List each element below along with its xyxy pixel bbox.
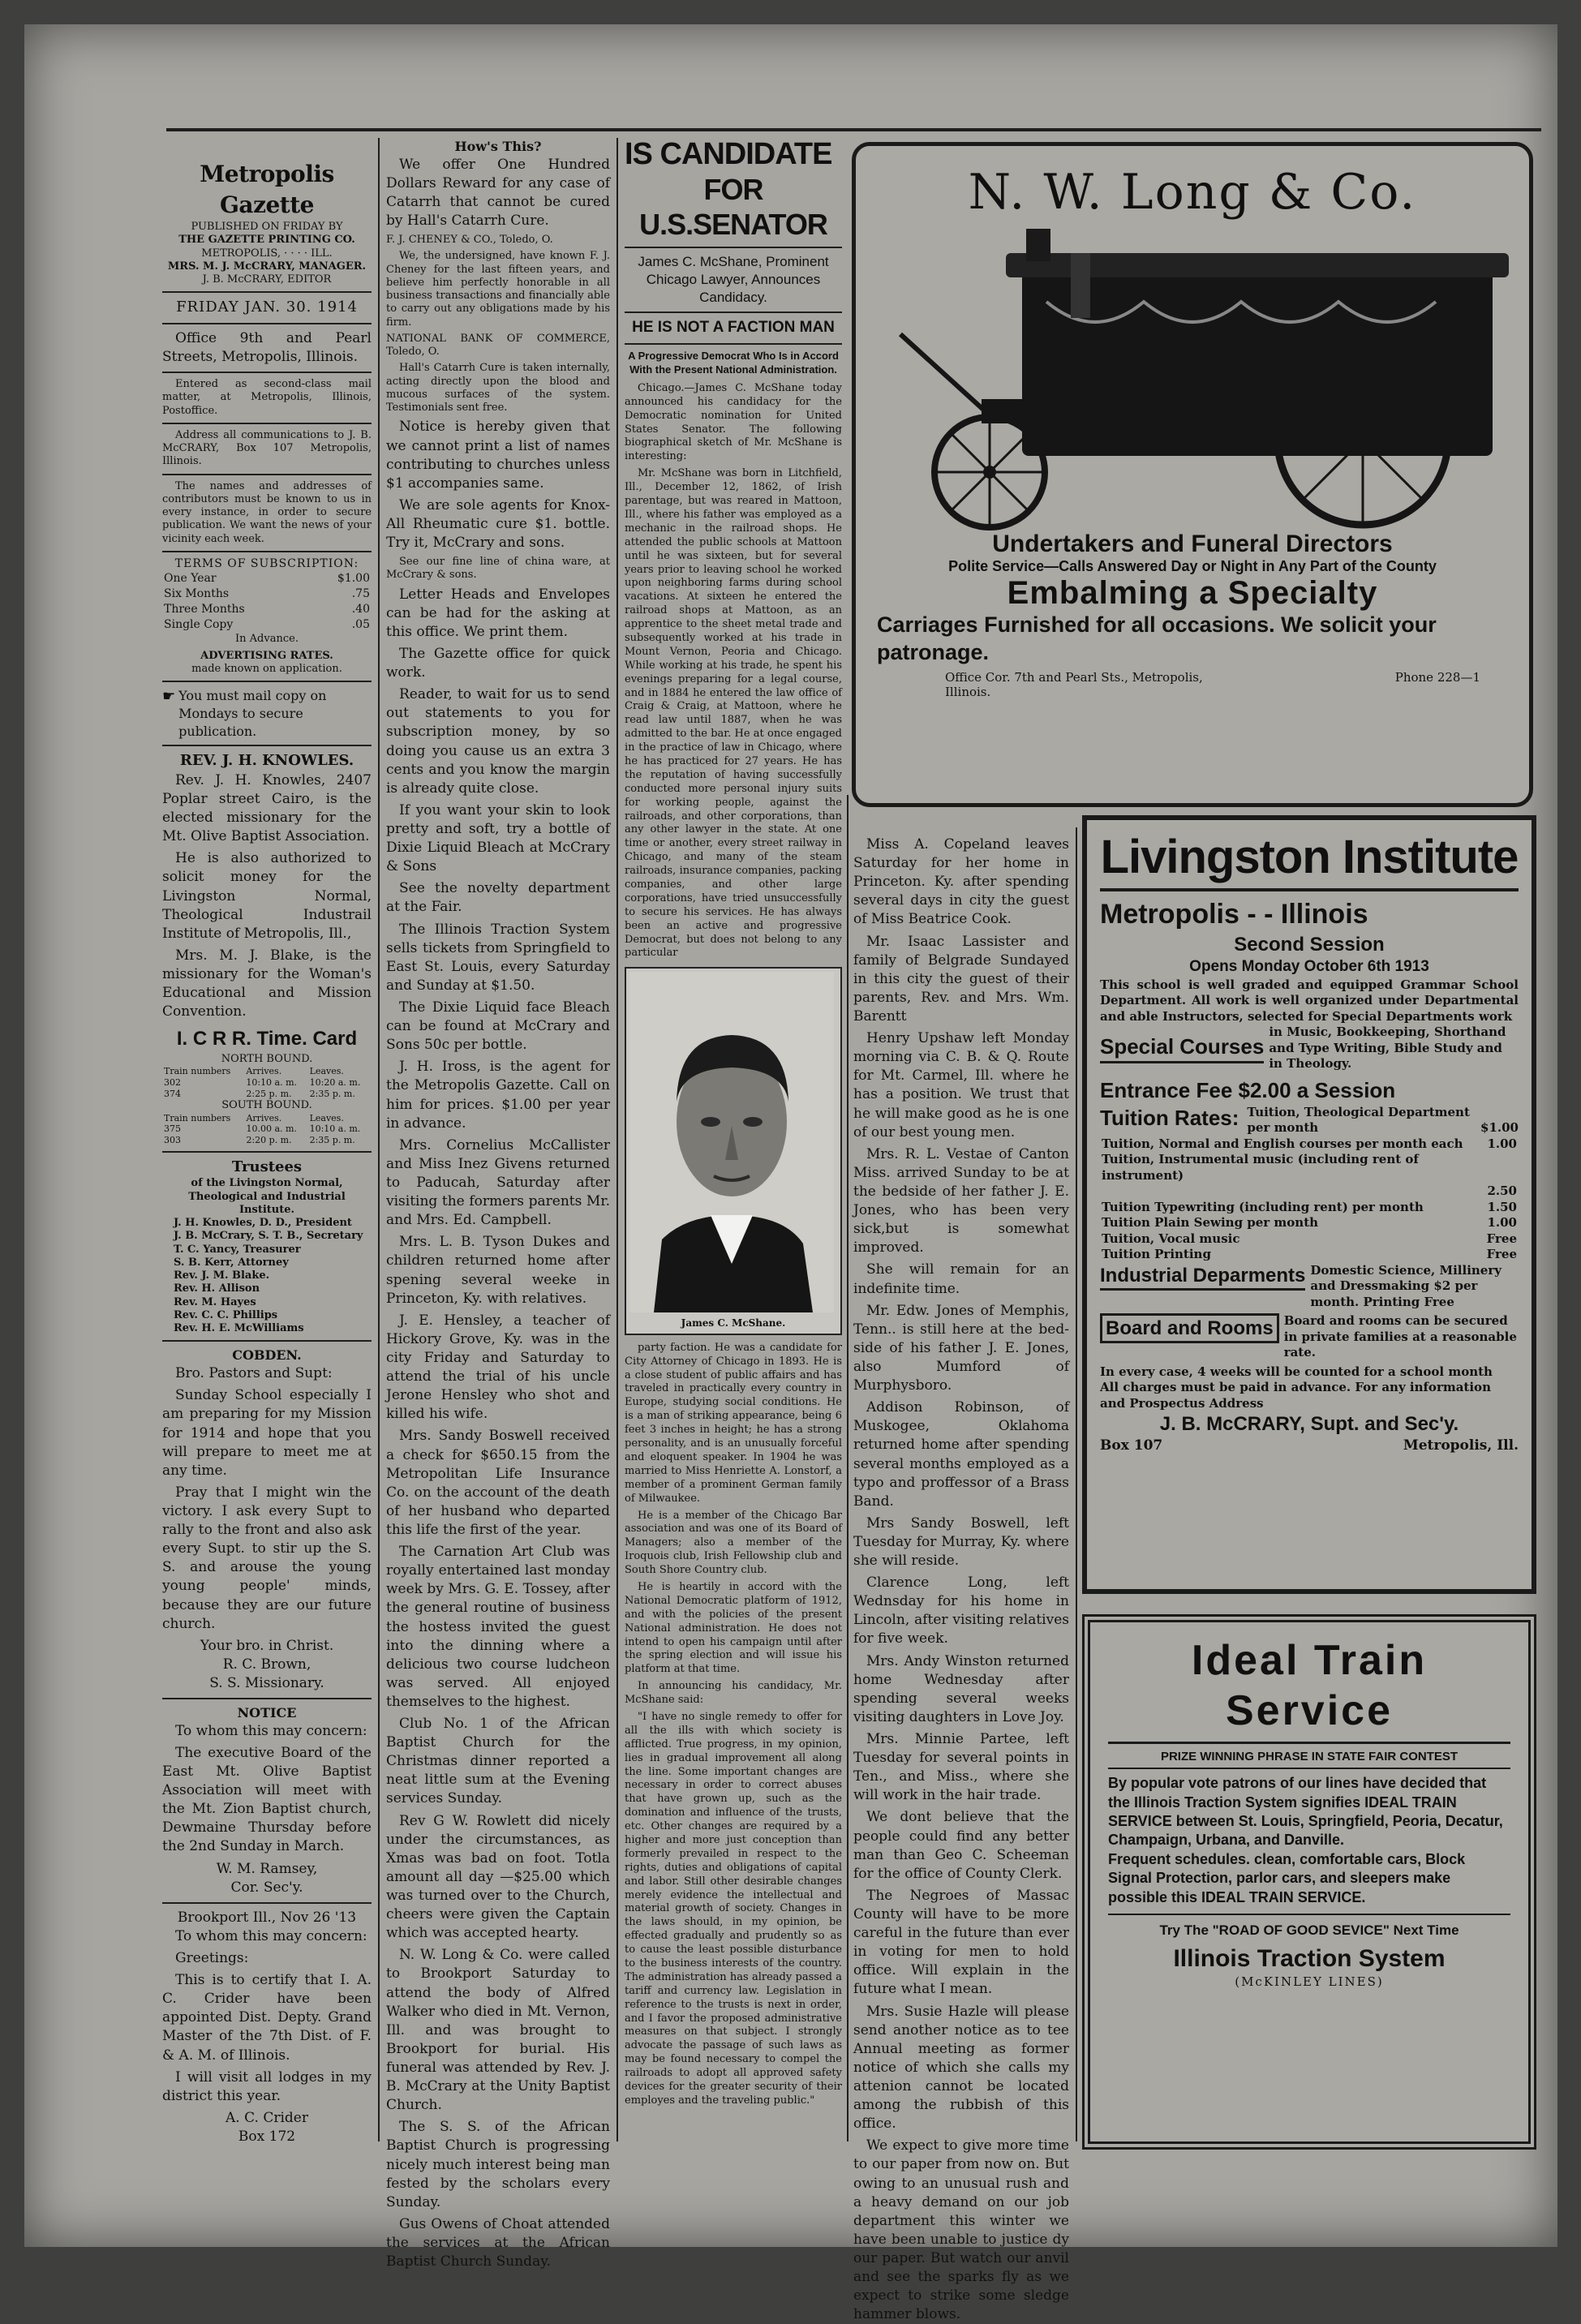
livingston-city: Metropolis, Ill. bbox=[1403, 1437, 1519, 1454]
tuition-label: Tuition Plain Sewing per month bbox=[1102, 1215, 1319, 1231]
column-rule-4 bbox=[1076, 827, 1077, 2141]
cobden-title: COBDEN. bbox=[232, 1347, 302, 1364]
local-item: Mrs. L. B. Tyson Dukes and children returned home after spening several weeke in Princeton, Ky. with relatives. bbox=[386, 1234, 610, 1307]
brook-date: Brookport Ill., Nov 26 '13 bbox=[177, 1909, 357, 1926]
train-number: 302 bbox=[164, 1076, 181, 1088]
local-item: Henry Upshaw left Monday morning via C. B. & Q. Route for Mt. Carmel, Ill. where he has a position. We trust that he will make good as he is one of our best young men. bbox=[853, 1030, 1069, 1141]
local-item: Clarence Long, left Wednsday for his home in Lincoln, after visiting relatives for five week. bbox=[853, 1574, 1069, 1647]
tuition-price: 1.00 bbox=[1487, 1136, 1517, 1151]
local-item: She will remain for an indefinite time. bbox=[853, 1261, 1069, 1297]
local-item: J. E. Hensley, a teacher of Hickory Grove, Ky. was in the city Friday and Saturday to attend the trial of his uncle Jerone Hensley who shot and killed his wife. bbox=[386, 1312, 610, 1423]
divider bbox=[162, 1151, 372, 1153]
livingston-sign: J. B. McCRARY, Supt. and Sec'y. bbox=[1159, 1413, 1459, 1436]
cobden-sign1: Your bro. in Christ. bbox=[200, 1637, 334, 1654]
article-p1: Chicago.—James C. McShane today announced his candidacy for the Democratic nomination for United States Senator. The following biographical sketch of Mr. McShane is interesting: bbox=[625, 381, 842, 463]
livingston-footer bbox=[1100, 1437, 1519, 1454]
top-rule bbox=[166, 128, 1541, 131]
icrr-title: I. C R R. Time. Card bbox=[176, 1028, 358, 1050]
masthead-entered: Entered as second-class mail matter, at Metropolis, Illinois, Postoffice. bbox=[162, 378, 372, 417]
deck: James C. McShane, Prominent Chicago Lawyer, Announces Candidacy. bbox=[638, 254, 829, 306]
local-item: Reader, to wait for us to send out statements to you for subscription money, by so doing you cause us an extra 3 cents and you know the margin is already quite close. bbox=[386, 686, 610, 797]
column-rule-2 bbox=[617, 138, 618, 2141]
hows-p1: We offer One Hundred Dollars Reward for any case of Catarrh that cannot be cured by Hall's Catarrh Cure. bbox=[386, 156, 610, 230]
headline-2: FOR U.S.SENATOR bbox=[639, 172, 827, 241]
tuition-row bbox=[1100, 1200, 1519, 1216]
local-item: See the novelty department at the Fair. bbox=[386, 880, 610, 916]
tuition-row bbox=[1100, 1247, 1519, 1263]
subheadline: HE IS NOT A FACTION MAN bbox=[632, 319, 835, 337]
cobden-p3: Pray that I might win the victory. I ask every Supt to rally to the front and also ask every Supt. to stir up the S. S. and arouse the young young people' minds, because they are our future church. bbox=[162, 1484, 372, 1632]
special-courses bbox=[1100, 1025, 1519, 1072]
long-ad-line3: Embalming a Specialty bbox=[1007, 575, 1378, 611]
column-1 bbox=[162, 138, 372, 2150]
train-row bbox=[162, 1123, 372, 1135]
long-ad bbox=[852, 142, 1533, 807]
terms-table bbox=[162, 571, 372, 633]
masthead-place: METROPOLIS, · · · · ILL. bbox=[201, 247, 333, 260]
train-arrives: 2:20 p. m. bbox=[246, 1135, 292, 1146]
long-ad-footer bbox=[856, 667, 1529, 699]
divider bbox=[625, 343, 842, 345]
knowles-p3: Mrs. M. J. Blake, is the missionary for the Woman's Educational and Mission Convention. bbox=[162, 947, 372, 1020]
tuition-head-text: Tuition, Theological Department per month bbox=[1247, 1104, 1470, 1136]
article-p3: party faction. He was a candidate for City Attorney of Chicago in 1893. He is a close student of public affairs and has traveled in practically every country in Europe, studying social conditions. He is a man of striking appearance, being 6 feet 3 inches in height; he has a strong personality, and is an unusually forceful and eloquent speaker. In 1904 he was married to Miss Henriette A. Lonstorf, a member of a prominent German family of Milwaukee. bbox=[625, 1341, 842, 1505]
train-lines: (McKINLEY LINES) bbox=[1235, 1974, 1384, 1990]
terms-row bbox=[162, 586, 372, 602]
notice-p2: The executive Board of the East Mt. Olive Baptist Association will meet with the Mt. Zion Baptist church, Dewmaine Thursday before the 2nd Sunday in March. bbox=[162, 1744, 372, 1855]
livingston-name: Livingston Institute bbox=[1100, 831, 1519, 883]
headline-1: IS CANDIDATE bbox=[625, 137, 832, 171]
notice-sign1: W. M. Ramsey, bbox=[216, 1860, 318, 1877]
local-item: Mrs. R. L. Vestae of Canton Miss. arrived Sunday to be at the bedside of her father J. E. Jones, who has been very sick,but is somewhat improved. bbox=[853, 1145, 1069, 1257]
article-p2: Mr. McShane was born in Litchfield, Ill., December 12, 1862, of Irish parentage, but was reared in Mattoon, Ill., where his father was employed as a mechanic in the railroad shops. He attended the public schools at Mattoon until he was sixteen, but for several years prior to leaving school he worked upon neighboring farms during school vacations. At sixteen he entered the railroad shops at Mattoon, as an apprentice to the sheet metal trade and subsequently worked at his trade in Mount Vernon, Peoria and Chicago. While working at his trade, he spent his evenings preparing for a legal course, and in 1884 he entered the law office of Craig & Craig, at Mattoon, where he read law until 1887, when he was admitted to the bar. He at once engaged in the practice of law in Chicago, where he has practiced for 27 years. He has the reputation of having successfully conducted more personal injury suits for working people, against the railroads, and other corporations, than any other lawyer in the state. At one time or another, every street railway in Chicago, and many of the steam railroads, insurance companies, packing companies, and other large corporations, have tried unsuccessfully to secure his services. He has always been an active and progressive Democrat, but does not belong to any particular bbox=[625, 467, 842, 960]
knowles-p1: Rev. J. H. Knowles, 2407 Poplar street Cairo, is the elected missionary for the Mt. Olive Baptist Association. bbox=[162, 771, 372, 845]
livingston-place: Metropolis - - Illinois bbox=[1100, 898, 1368, 930]
notice-p1: To whom this may concern: bbox=[175, 1722, 367, 1739]
livingston-ad bbox=[1082, 815, 1536, 1594]
train-leaves: 2:35 p. m. bbox=[309, 1135, 355, 1146]
tuition-label: Tuition Typewriting (including rent) per month bbox=[1102, 1199, 1424, 1214]
th-trains: Train numbers bbox=[164, 1112, 231, 1123]
terms-label: Single Copy bbox=[164, 618, 234, 632]
article-p5: He is heartily in accord with the National Democratic platform of 1912, and with the policies of the present National administration. He does not intend to open his campaign until after the spring election and will issue his platform at that time. bbox=[625, 1580, 842, 1676]
local-item: Mrs. Susie Hazle will please send another notice as to tee Annual meeting as former notice of which she calls my attenion cannot be located among the rubbish of this office. bbox=[853, 2003, 1069, 2133]
trustee: Rev. M. Hayes bbox=[174, 1295, 256, 1308]
tuition-price: 1.00 bbox=[1487, 1215, 1517, 1231]
trustee: T. C. Yancy, Treasurer bbox=[174, 1243, 301, 1256]
train-prize: PRIZE WINNING PHRASE IN STATE FAIR CONTEST bbox=[1108, 1749, 1510, 1770]
terms-title: TERMS OF SUBSCRIPTION: bbox=[174, 556, 359, 570]
masthead-published: PUBLISHED ON FRIDAY BY bbox=[191, 221, 343, 234]
local-item: The Negroes of Massac County will have to be more careful in the future than ever in voting for men to hold office. Will explain in the future what I mean. bbox=[853, 1887, 1069, 1998]
local-item: Gus Owens of Choat attended the services at the African Baptist Church Sunday. bbox=[386, 2215, 610, 2270]
trustee: Rev. C. C. Phillips bbox=[174, 1308, 278, 1321]
column-4 bbox=[853, 836, 1069, 2323]
article-p7: "I have no single remedy to offer for all the ills with which society is afflicted. True progress, in my opinion, lies in gradual improvement all along the line. Some important changes are necessary in order to correct abuses that have grown up, such as the domination and influence of the trusts, etc. Other changes are required by a higher and more just conception than formerly prevailed in respect to the rights, duties and obligations of capital and labor. Still other desirable changes merely evidence the intellectual and material growth of society. Changes in the laws should, in my opinion, be effected gradually and prudently so as to cause the least possible disturbance to the business interests of the country. The administration has already passed a tariff and currency law. Legislation in reference to the trusts is next in order, and I favor the proposed administrative measures on that subject. I strongly advocate the passage of such laws as may be found necessary to compel the railroads to adopt all approved safety devices for the greater security of their employes and the traveling public." bbox=[625, 1710, 842, 2107]
train-row bbox=[162, 1089, 372, 1100]
north-table bbox=[162, 1066, 372, 1099]
terms-row bbox=[162, 602, 372, 617]
long-ad-phone: Phone 228—1 bbox=[1394, 669, 1480, 685]
train-row bbox=[162, 1077, 372, 1089]
brook-p4: I will visit all lodges in my district this year. bbox=[162, 2068, 372, 2104]
livingston-opens: Opens Monday October 6th 1913 bbox=[1189, 958, 1429, 976]
trustees-list bbox=[162, 1217, 372, 1335]
divider bbox=[625, 247, 842, 248]
local-item: We expect to give more time to our paper from now on. But owing to an unusual rush and a heavy demand on our job department this winter we have been unable to justice dy our paper. But watch our anvil and see the sparks fly as we expect to strike some sledge hammer blows. bbox=[853, 2137, 1069, 2323]
local-item: J. H. Iross, is the agent for the Metropolis Gazette. Call on him for prices. $1.00 per year in advance. bbox=[386, 1059, 610, 1132]
trustees-title: Trustees bbox=[231, 1158, 303, 1175]
portrait-caption: James C. McShane. bbox=[681, 1317, 786, 1330]
brook-sign1: A. C. Crider bbox=[226, 2109, 308, 2126]
local-item: The Carnation Art Club was royally entertained last monday week by Mrs. G. E. Tossey, after the general routine of business the hostess invited the guest into the dinning where a delicious two course ludcheon was served. All enjoyed themselves to the highest. bbox=[386, 1544, 610, 1710]
train-arrives: 10:10 a. m. bbox=[246, 1076, 298, 1088]
tuition-head-price: $1.00 bbox=[1480, 1120, 1519, 1136]
terms-price: .05 bbox=[351, 618, 370, 632]
divider bbox=[1108, 1914, 1510, 1915]
divider bbox=[162, 423, 372, 424]
cobden-sign3: S. S. Missionary. bbox=[209, 1674, 324, 1691]
terms-row bbox=[162, 617, 372, 633]
local-item: Rev G W. Rowlett did nicely under the circumstances, as Xmas was bad on foot. Totla amount all day —$25.00 which was turned over to the Church, cheers were given the Captain which was accepted hearty. bbox=[386, 1812, 610, 1942]
divider bbox=[162, 1902, 372, 1904]
issue-date: FRIDAY JAN. 30. 1914 bbox=[176, 299, 358, 316]
terms-label: Three Months bbox=[164, 603, 245, 616]
tuition-table bbox=[1100, 1136, 1519, 1263]
divider bbox=[162, 551, 372, 552]
terms-price: .75 bbox=[351, 587, 370, 601]
trustee: Rev. J. M. Blake. bbox=[174, 1269, 270, 1282]
local-item: Notice is hereby given that we cannot print a list of names contributing to churches unless $1 accompanies same. bbox=[386, 419, 610, 492]
column-rule-3 bbox=[847, 795, 848, 2141]
tuition-row bbox=[1100, 1215, 1519, 1231]
brook-sign2: Box 172 bbox=[238, 2129, 296, 2145]
tuition-price bbox=[1485, 1152, 1519, 1183]
local-item: We are sole agents for Knox-All Rheumatic cure $1. bottle. Try it, McCrary and sons. bbox=[386, 496, 610, 552]
knowles-title: REV. J. H. KNOWLES. bbox=[179, 752, 354, 770]
local-item: Addison Robinson, of Muskogee, Oklahoma returned home after spending several months employed as a typo and proffessor of a Brass Band. bbox=[853, 1399, 1069, 1510]
trustee: Rev. H. Allison bbox=[174, 1282, 260, 1295]
terms-price: .40 bbox=[351, 603, 370, 616]
local-item: Mr. Isaac Lassister and family of Belgrade Sundayed in this city the guest of their parents, Rev. and Mrs. Wm. Barentt bbox=[853, 933, 1069, 1025]
divider bbox=[1100, 888, 1519, 891]
train-p2: Frequent schedules. clean, comfortable cars, Block Signal Protection, parlor cars, and sleepers make possible this IDEAL TRAIN SERVICE. bbox=[1108, 1850, 1466, 1905]
cobden-p2: Sunday School especially I am preparing for my Mission for 1914 and hope that you will prepare to meet me at any time. bbox=[162, 1387, 372, 1479]
north-bound: NORTH BOUND. bbox=[221, 1052, 313, 1065]
terms-label: One Year bbox=[164, 572, 217, 586]
newspaper-page bbox=[24, 24, 1557, 2323]
industrial bbox=[1100, 1263, 1519, 1311]
local-item: Mr. Edw. Jones of Memphis, Tenn.. is still here at the bed-side of his father J. E. Jones, also Mumford of Murphysboro. bbox=[853, 1302, 1069, 1394]
special-title: Special Courses bbox=[1100, 1033, 1264, 1063]
tuition-price: 2.50 bbox=[1487, 1183, 1517, 1199]
tuition-price: Free bbox=[1486, 1247, 1517, 1262]
hows-p2: F. J. CHENEY & CO., Toledo, O. bbox=[386, 234, 553, 247]
portrait-frame bbox=[625, 967, 842, 1334]
knowles-p2: He is also authorized to solicit money for the Livingston Normal, Theological Industrail Institute of Metropolis, Ill., bbox=[162, 850, 372, 942]
tuition-price: Free bbox=[1486, 1231, 1517, 1246]
cobden-p1: Bro. Pastors and Supt: bbox=[175, 1365, 333, 1382]
train-try: Try The "ROAD OF GOOD SEVICE" Next Time bbox=[1159, 1922, 1459, 1939]
hows-p4: NATIONAL BANK OF COMMERCE, Toledo, O. bbox=[386, 332, 610, 359]
livingston-desc: This school is well graded and equipped Grammar School Department. All work is well organized under Departmental and able Instructors, selected for Special Departments work bbox=[1100, 977, 1519, 1024]
adv-rates: ADVERTISING RATES. bbox=[200, 649, 333, 662]
local-item: Mrs. Cornelius McCallister and Miss Inez Givens returned to Paducah, Saturday after visiting the formers parents Mr. and Mrs. Ed. Campbell. bbox=[386, 1136, 610, 1229]
divider bbox=[162, 323, 372, 324]
divider bbox=[162, 474, 372, 475]
mail-copy-text: You must mail copy on Mondays to secure publication. bbox=[178, 688, 327, 739]
tuition-row bbox=[1100, 1231, 1519, 1248]
special-desc: in Music, Bookkeeping, Shorthand and Type Writing, Bible Study and in Theology. bbox=[1269, 1025, 1506, 1072]
long-ad-line2: Polite Service—Calls Answered Day or Night in Any Part of the County bbox=[948, 558, 1437, 574]
local-item: Mrs. Andy Winston returned home Wednesday after spending several weeks visiting daughters in Love Joy. bbox=[853, 1652, 1069, 1725]
portrait-image bbox=[629, 972, 834, 1312]
local-item: Miss A. Copeland leaves Saturday for her home in Princeton. Ky. after spending several days in city the guest of Miss Beatrice Cook. bbox=[853, 836, 1069, 928]
local-item: Mrs. Sandy Boswell received a check for $650.15 from the Metropolitan Life Insurance Co. on the account of the death of her husband who departed this life the first of the year. bbox=[386, 1428, 610, 1538]
masthead-publisher: THE GAZETTE PRINTING CO. bbox=[178, 234, 355, 247]
th-arrives: Arrives. bbox=[246, 1066, 282, 1077]
tuition-price: 1.50 bbox=[1487, 1199, 1517, 1214]
hearse-illustration bbox=[884, 221, 1501, 529]
tuition-head bbox=[1100, 1105, 1519, 1136]
brook-p2: Greetings: bbox=[175, 1950, 249, 1967]
long-ad-name: N. W. Long & Co. bbox=[968, 164, 1417, 221]
th-leaves: Leaves. bbox=[309, 1066, 344, 1077]
local-item: The Dixie Liquid face Bleach can be found at McCrary and Sons 50c per bottle. bbox=[386, 999, 610, 1054]
article-p4: He is a member of the Chicago Bar association and was one of its Board of Managers; also a member of the Iroquois club, Irish Fellowship club and South Shore Country club. bbox=[625, 1509, 842, 1577]
terms-label: Six Months bbox=[164, 587, 230, 601]
local-item: If you want your skin to look pretty and soft, try a bottle of Dixie Liquid Bleach at McCrary & Sons bbox=[386, 801, 610, 875]
divider bbox=[162, 1698, 372, 1699]
tuition-label: Tuition, Normal and English courses per month each bbox=[1102, 1136, 1463, 1151]
divider bbox=[162, 1340, 372, 1342]
trustee: Rev. H. E. McWilliams bbox=[174, 1322, 304, 1335]
tuition-label: Tuition, Instrumental music (including rent of instrument) bbox=[1102, 1152, 1419, 1183]
tuition-row bbox=[1100, 1136, 1519, 1153]
train-p1: By popular vote patrons of our lines have decided that the Illinois Traction System signifies IDEAL TRAIN SERVICE between St. Louis, Springfield, Peoria, Decatur, Champaign, Urbana, and Danville. bbox=[1108, 1775, 1503, 1849]
masthead-office: Office 9th and Pearl Streets, Metropolis, Illinois. bbox=[162, 329, 372, 365]
notice-sign2: Cor. Sec'y. bbox=[230, 1879, 303, 1896]
mail-copy-notice bbox=[162, 687, 372, 740]
tuition-row bbox=[1100, 1152, 1519, 1183]
terms-price: $1.00 bbox=[337, 572, 370, 586]
entrance-fee: Entrance Fee $2.00 a Session bbox=[1100, 1077, 1396, 1102]
divider bbox=[625, 311, 842, 313]
trustees-sub: of the Livingston Normal, Theological and Industrial Institute. bbox=[188, 1177, 346, 1216]
hows-p3: We, the undersigned, have known F. J. Cheney for the last fifteen years, and believe him perfectly honorable in all business transactions and financially able to carry out any obligations made by his firm. bbox=[386, 250, 610, 329]
livingston-p1: In every case, 4 weeks will be counted for a school month bbox=[1100, 1364, 1493, 1379]
industrial-desc: Domestic Science, Millinery and Dressmaking $2 per month. Printing Free bbox=[1310, 1262, 1502, 1309]
trustee: J. H. Knowles, D. D., President bbox=[174, 1217, 352, 1230]
brook-p3: This is to certify that I. A. C. Crider have been appointed Dist. Depty. Grand Master of the 7th Dist. of F. & A. M. of Illinois. bbox=[162, 1972, 372, 2064]
local-item: The Illinois Traction System sells tickets from Springfield to East St. Louis, every Saturday and Sunday at $1.50. bbox=[386, 921, 610, 994]
hows-p5: Hall's Catarrh Cure is taken internally, acting directly upon the blood and mucous surfaces of the system. Testimonials sent free. bbox=[386, 362, 610, 415]
south-table bbox=[162, 1113, 372, 1146]
masthead-address: Address all communications to J. B. McCRARY, Box 107 Metropolis, Illinois. bbox=[162, 428, 372, 468]
pointing-hand-icon: ☛ bbox=[162, 688, 176, 706]
th-arrives: Arrives. bbox=[246, 1112, 282, 1123]
local-item: The S. S. of the African Baptist Church is progressing nicely much interest being man fested by the scholars every Sunday. bbox=[386, 2119, 610, 2210]
board-rooms bbox=[1100, 1313, 1519, 1361]
tuition-label bbox=[1100, 1183, 1485, 1200]
train-arrives: 2:25 p. m. bbox=[246, 1088, 292, 1099]
cobden-sign2: R. C. Brown, bbox=[222, 1656, 311, 1673]
train-leaves: 10:20 a. m. bbox=[309, 1076, 361, 1088]
livingston-session: Second Session bbox=[1234, 933, 1385, 956]
column-rule-1 bbox=[378, 138, 380, 2141]
long-ad-line1: Undertakers and Funeral Directors bbox=[992, 531, 1393, 557]
masthead-manager: MRS. M. J. McCRARY, MANAGER. bbox=[167, 260, 367, 273]
notice-title: NOTICE bbox=[237, 1705, 297, 1721]
local-item: N. W. Long & Co. were called to Brookport Saturday to attend the body of Alfred Walker who died in Mt. Vernon, Ill. and was brought to Brookport for burial. His funeral was attended by Rev. J. B. McCrary at the Unity Baptist Church. bbox=[386, 1947, 610, 2114]
train-leaves: 10:10 a. m. bbox=[309, 1123, 361, 1135]
column-2 bbox=[386, 138, 610, 2270]
th-leaves: Leaves. bbox=[309, 1112, 344, 1123]
adv-known: made known on application. bbox=[191, 662, 342, 675]
divider bbox=[162, 681, 372, 682]
masthead-editor: J. B. McCRARY, EDITOR bbox=[202, 273, 332, 286]
tuition-label: Tuition Printing bbox=[1102, 1247, 1211, 1262]
livingston-box: Box 107 bbox=[1100, 1437, 1163, 1454]
deck-2: A Progressive Democrat Who Is in Accord With the Present National Administration. bbox=[628, 350, 839, 376]
train-system: Illinois Traction System bbox=[1173, 1945, 1446, 1973]
train-leaves: 2:35 p. m. bbox=[309, 1088, 355, 1099]
local-item: Mrs. Minnie Partee, left Tuesday for several points in Ten., and Miss., where she will work in the hair trade. bbox=[853, 1731, 1069, 1804]
long-ad-line4: Carriages Furnished for all occasions. We solicit your patronage. bbox=[877, 612, 1437, 664]
divider bbox=[162, 291, 372, 293]
hows-title: How's This? bbox=[454, 139, 542, 154]
train-arrives: 10.00 a. m. bbox=[246, 1123, 297, 1135]
south-bound: SOUTH BOUND. bbox=[221, 1099, 312, 1112]
masthead-names: The names and addresses of contributors must be known to us in every instance, in order to secure publication. We want the news of your vicinity each week. bbox=[162, 479, 372, 545]
board-title: Board and Rooms bbox=[1100, 1313, 1279, 1343]
divider bbox=[162, 745, 372, 746]
local-item: Mrs Sandy Boswell, left Tuesday for Murray, Ky. where she will reside. bbox=[853, 1514, 1069, 1570]
masthead-title: Metropolis Gazette bbox=[200, 161, 334, 219]
local-item: We dont believe that the people could find any better man than Geo C. Scheeman for the office of County Clerk. bbox=[853, 1809, 1069, 1882]
brook-p1: To whom this may concern: bbox=[175, 1927, 367, 1944]
local-item: Club No. 1 of the African Baptist Church for the Christmas dinner reported a neat little sum at the Evening services Sunday. bbox=[386, 1716, 610, 1807]
terms-row bbox=[162, 571, 372, 586]
long-ad-office: Office Cor. 7th and Pearl Sts., Metropolis, Illinois. bbox=[945, 669, 1203, 699]
board-desc: Board and rooms can be secured in private families at a reasonable rate. bbox=[1283, 1313, 1517, 1360]
column-3 bbox=[625, 138, 842, 2150]
train-title: Ideal Train Service bbox=[1108, 1635, 1510, 1744]
article-p6: In announcing his candidacy, Mr. McShane said: bbox=[625, 1680, 842, 1707]
train-row bbox=[162, 1135, 372, 1146]
train-number: 303 bbox=[164, 1135, 181, 1146]
train-number: 375 bbox=[164, 1123, 181, 1135]
train-ad bbox=[1082, 1614, 1536, 2150]
divider bbox=[162, 372, 372, 373]
local-item: Letter Heads and Envelopes can be had for the asking at this office. We print them. bbox=[386, 586, 610, 640]
local-item: The Gazette office for quick work. bbox=[386, 646, 610, 681]
industrial-title: Industrial Deparments bbox=[1100, 1263, 1305, 1291]
tuition-title: Tuition Rates: bbox=[1100, 1105, 1239, 1130]
local-item: See our fine line of china ware, at McCrary & sons. bbox=[386, 556, 610, 582]
train-number: 374 bbox=[164, 1088, 181, 1099]
th-trains: Train numbers bbox=[164, 1066, 231, 1077]
tuition-row bbox=[1100, 1183, 1519, 1200]
livingston-p2: All charges must be paid in advance. For any information and Prospectus Address bbox=[1100, 1380, 1491, 1411]
trustee: S. B. Kerr, Attorney bbox=[174, 1256, 289, 1269]
trustee: J. B. McCrary, S. T. B., Secretary bbox=[174, 1230, 363, 1243]
tuition-label: Tuition, Vocal music bbox=[1102, 1231, 1240, 1246]
in-advance: In Advance. bbox=[235, 633, 299, 646]
